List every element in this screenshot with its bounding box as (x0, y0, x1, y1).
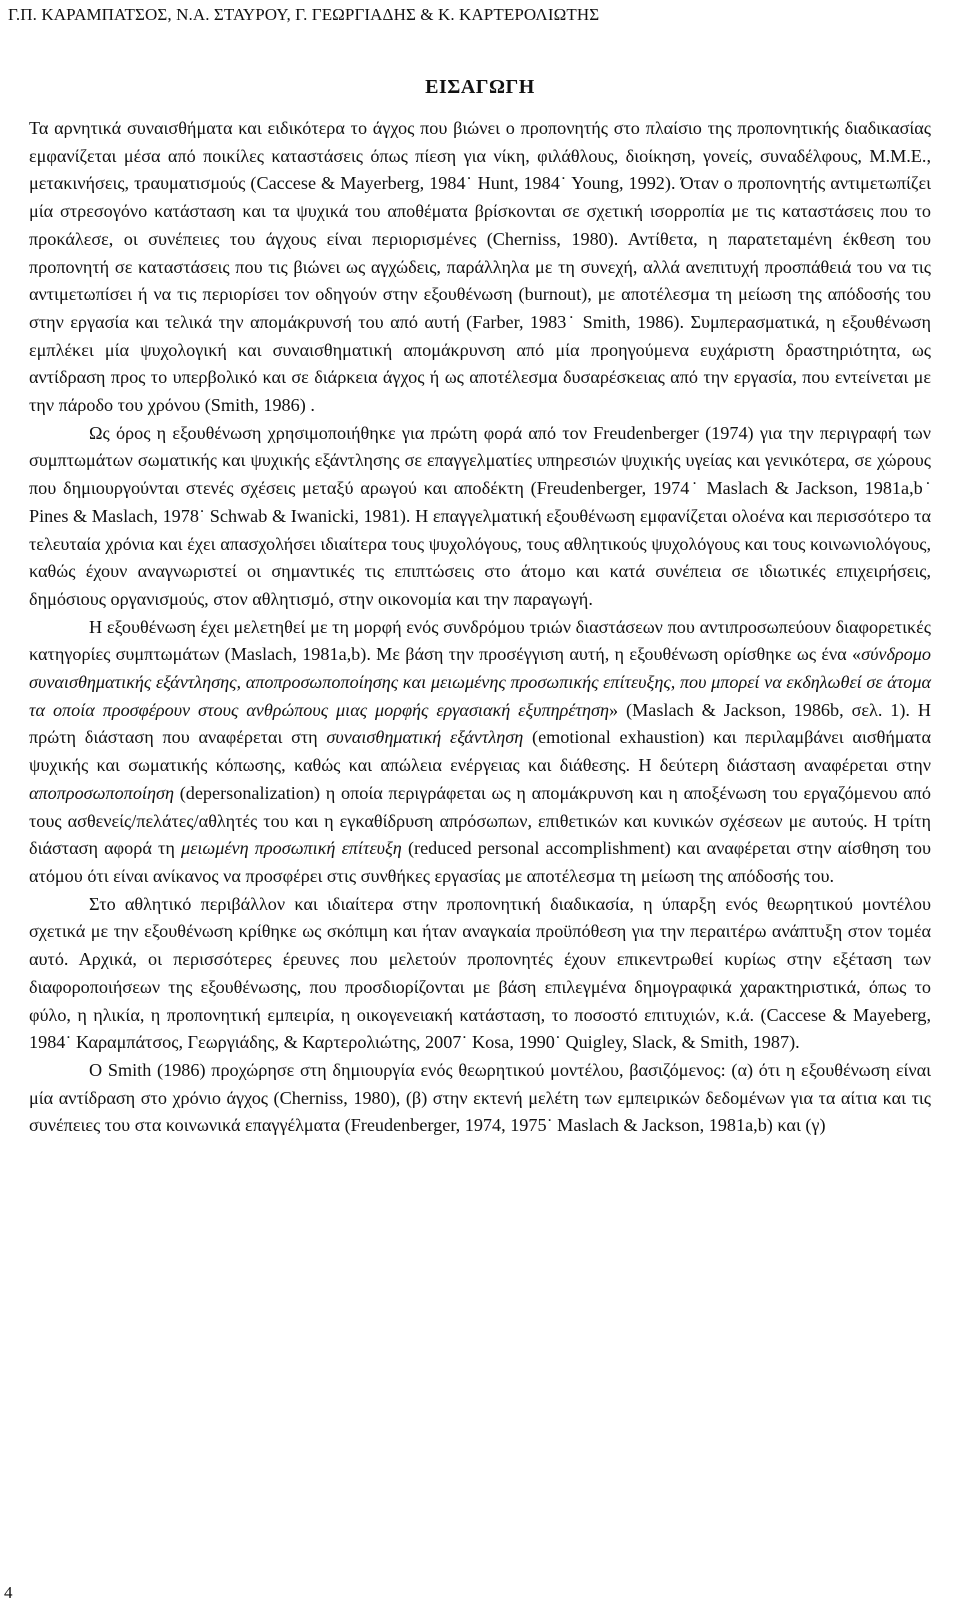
term-reduced-accomplishment: μειωμένη προσωπική επίτευξη (181, 838, 402, 859)
running-head: Γ.Π. ΚΑΡΑΜΠΑΤΣΟΣ, Ν.Α. ΣΤΑΥΡΟΥ, Γ. ΓΕΩΡΓΙΑΔΗΣ & Κ. ΚΑΡΤΕΡΟΛΙΩΤΗΣ (8, 5, 600, 24)
paragraph-5: Ο Smith (1986) προχώρησε στη δημιουργία ενός θεωρητικού μοντέλου, βασιζόμενος: (α) ότι η εξουθένωση είναι μία αντίδραση στο χρόνιο άγχος (Cherniss, 1980), (β) στην εκτενή μελέτη των εμπειρικών δεδομένων για τα αίτια και τις συνέπειες του στα κοινωνικά επαγγέλματα (Freudenberger, 1974, 1975˙ Maslach & Jackson, 1981a,b) και (γ) (29, 1059, 931, 1136)
paragraph-3-text-c: (emotional exhaustion) και περιλαμβάνει αισθήματα ψυχικής και σωματικής κόπωσης, καθώς και απώλεια ενέργειας και διάθεσης. Η δεύτερη διάσταση αναφέρεται στην (29, 727, 931, 776)
term-depersonalization: αποπροσωποποίηση (29, 782, 174, 803)
definition-quote: σύνδρομο συναισθηματικής εξάντλησης, αποπροσωποποίησης και μειωμένης προσωπικής επίτευξης, που μπορεί να εκδηλωθεί σε άτομα τα οποία προσφέρουν στους ανθρώπους μιας μορφής εργασιακή εξυπηρέτηση (29, 644, 931, 720)
term-emotional-exhaustion: συναισθηματική εξάντληση (326, 727, 524, 748)
paragraph-1: Τα αρνητικά συναισθήματα και ειδικότερα το άγχος που βιώνει ο προπονητής στο πλαίσιο της προπονητικής διαδικασίας εμφανίζεται μέσα από ποικίλες καταστάσεις όπως πίεση για νίκη, φιλάθλους, διοίκηση, γονείς, συναδέλφους, Μ.Μ.Ε., μετακινήσεις, τραυματισμούς (Caccese & Mayerberg, 1984˙ Hunt, 1984˙ Young, 1992). Όταν ο προπονητής αντιμετωπίζει μία στρεσογόνο κατάσταση και τα ψυχικά του αποθέματα βρίσκονται σε σχετική ισορροπία με τις καταστάσεις που το προκάλεσε, οι συνέπειες του άγχους είναι περιορισμένες (Cherniss, 1980). Αντίθετα, η παρατεταμένη έκθεση του προπονητή σε καταστάσεις που τις βιώνει ως αγχώδεις, παράλληλα με τη συνεχή, αλλά ανεπιτυχή προσπάθειά του να τις αντιμετωπίσει ή να τις περιορίσει τον οδηγούν στην εξουθένωση (burnout), με αποτέλεσμα τη μείωση της απόδοσής του στην εργασία και τελικά την απομάκρυνσή του από αυτή (Farber, 1983˙ Smith, 1986). Συμπερασματικά, η εξουθένωση εμπλέκει μία ψυχολογική και συναισθηματική απομάκρυνση από μία προηγούμενα ευχάριστη δραστηριότητα, ως αντίδραση προς το υπερβολικό και σε διάρκεια άγχος ή ως αποτέλεσμα δυσαρέσκειας από την εργασία, που εντείνεται με την πάροδο του χρόνου (Smith, 1986) . (29, 118, 931, 416)
section-title: ΕΙΣΑΓΩΓΗ (425, 76, 535, 98)
paragraph-4: Στο αθλητικό περιβάλλον και ιδιαίτερα στην προπονητική διαδικασία, η ύπαρξη ενός θεωρητικού μοντέλου σχετικά με την εξουθένωση κρίθηκε ως σκόπιμη και ήταν αναγκαία προϋπόθεση για την περαιτέρω ανάπτυξη στον τομέα αυτό. Αρχικά, οι περισσότερες έρευνες που μελετούν προπονητές έχουν επικεντρωθεί κυρίως στην εξέταση των διαφοροποιήσεων της εξουθένωσης, που προσδιορίζονται με βάση επιλεγμένα δημογραφικά χαρακτηριστικά, όπως το φύλο, η ηλικία, η προπονητική εμπειρία, η οικογενειακή κατάσταση, το ποσοστό επιτυχιών, κ.ά. (Caccese & Mayeberg, 1984˙ Καραμπάτσος, Γεωργιάδης, & Καρτερολιώτης, 2007˙ Kosa, 1990˙ Quigley, Slack, & Smith, 1987). (29, 893, 931, 1053)
paragraph-2: Ως όρος η εξουθένωση χρησιμοποιήθηκε για πρώτη φορά από τον Freudenberger (1974) για την περιγραφή των συμπτωμάτων σωματικής και ψυχικής εξάντλησης σε επαγγελματίες υπηρεσιών ψυχικής υγείας και γενικότερα, σε χώρους που δημιουργούνται στενές σχέσεις μεταξύ αρωγού και αποδέκτη (Freudenberger, 1974˙ Maslach & Jackson, 1981a,b˙ Pines & Maslach, 1978˙ Schwab & Iwanicki, 1981). Η επαγγελματική εξουθένωση εμφανίζεται ολοένα και περισσότερο τα τελευταία χρόνια και έχει απασχολήσει ιδιαίτερα τους ψυχολόγους, τους αθλητικούς ψυχολόγους και τους κοινωνιολόγους, καθώς έχουν αναγνωριστεί οι σημαντικές τις επιπτώσεις στο άτομο και κατά συνέπεια σε ιδιωτικές επιχειρήσεις, δημόσιους οργανισμούς, στον αθλητισμό, στην οικονομία και την παραγωγή. (29, 422, 931, 609)
paragraph-3-text-d: (depersonalization) η οποία περιγράφεται ως η απομάκρυνση και η αποξένωση του εργαζόμενου από τους ασθενείς/πελάτες/αθλητές του και η εγκαθίδρυση απρόσωπων, επιθετικών και κυνικών σχέσεων με αυτούς. Η τρίτη διάσταση αφορά τη (29, 782, 931, 859)
paragraph-3 (29, 614, 931, 891)
paragraph-3-text-b: » (Maslach & Jackson, 1986b, σελ. 1). Η πρώτη διάσταση που αναφέρεται στη (29, 699, 931, 748)
body-text (29, 115, 931, 1140)
paragraph-3-text-e: (reduced personal accomplishment) και αναφέρεται στην αίσθηση του ατόμου ότι είναι ανίκανος να προσφέρει στις συνθήκες εργασίας με αποτέλεσμα τη μείωση της απόδοσής του. (29, 838, 931, 886)
page-number: 4 (4, 1583, 13, 1602)
paragraph-3-text-a: Η εξουθένωση έχει μελετηθεί με τη μορφή ενός συνδρόμου τριών διαστάσεων που αντιπροσωπεύουν διαφορετικές κατηγορίες συμπτωμάτων (Maslach, 1981a,b). Με βάση την προσέγγιση αυτή, η εξουθένωση ορίσθηκε ως ένα « (29, 616, 931, 665)
